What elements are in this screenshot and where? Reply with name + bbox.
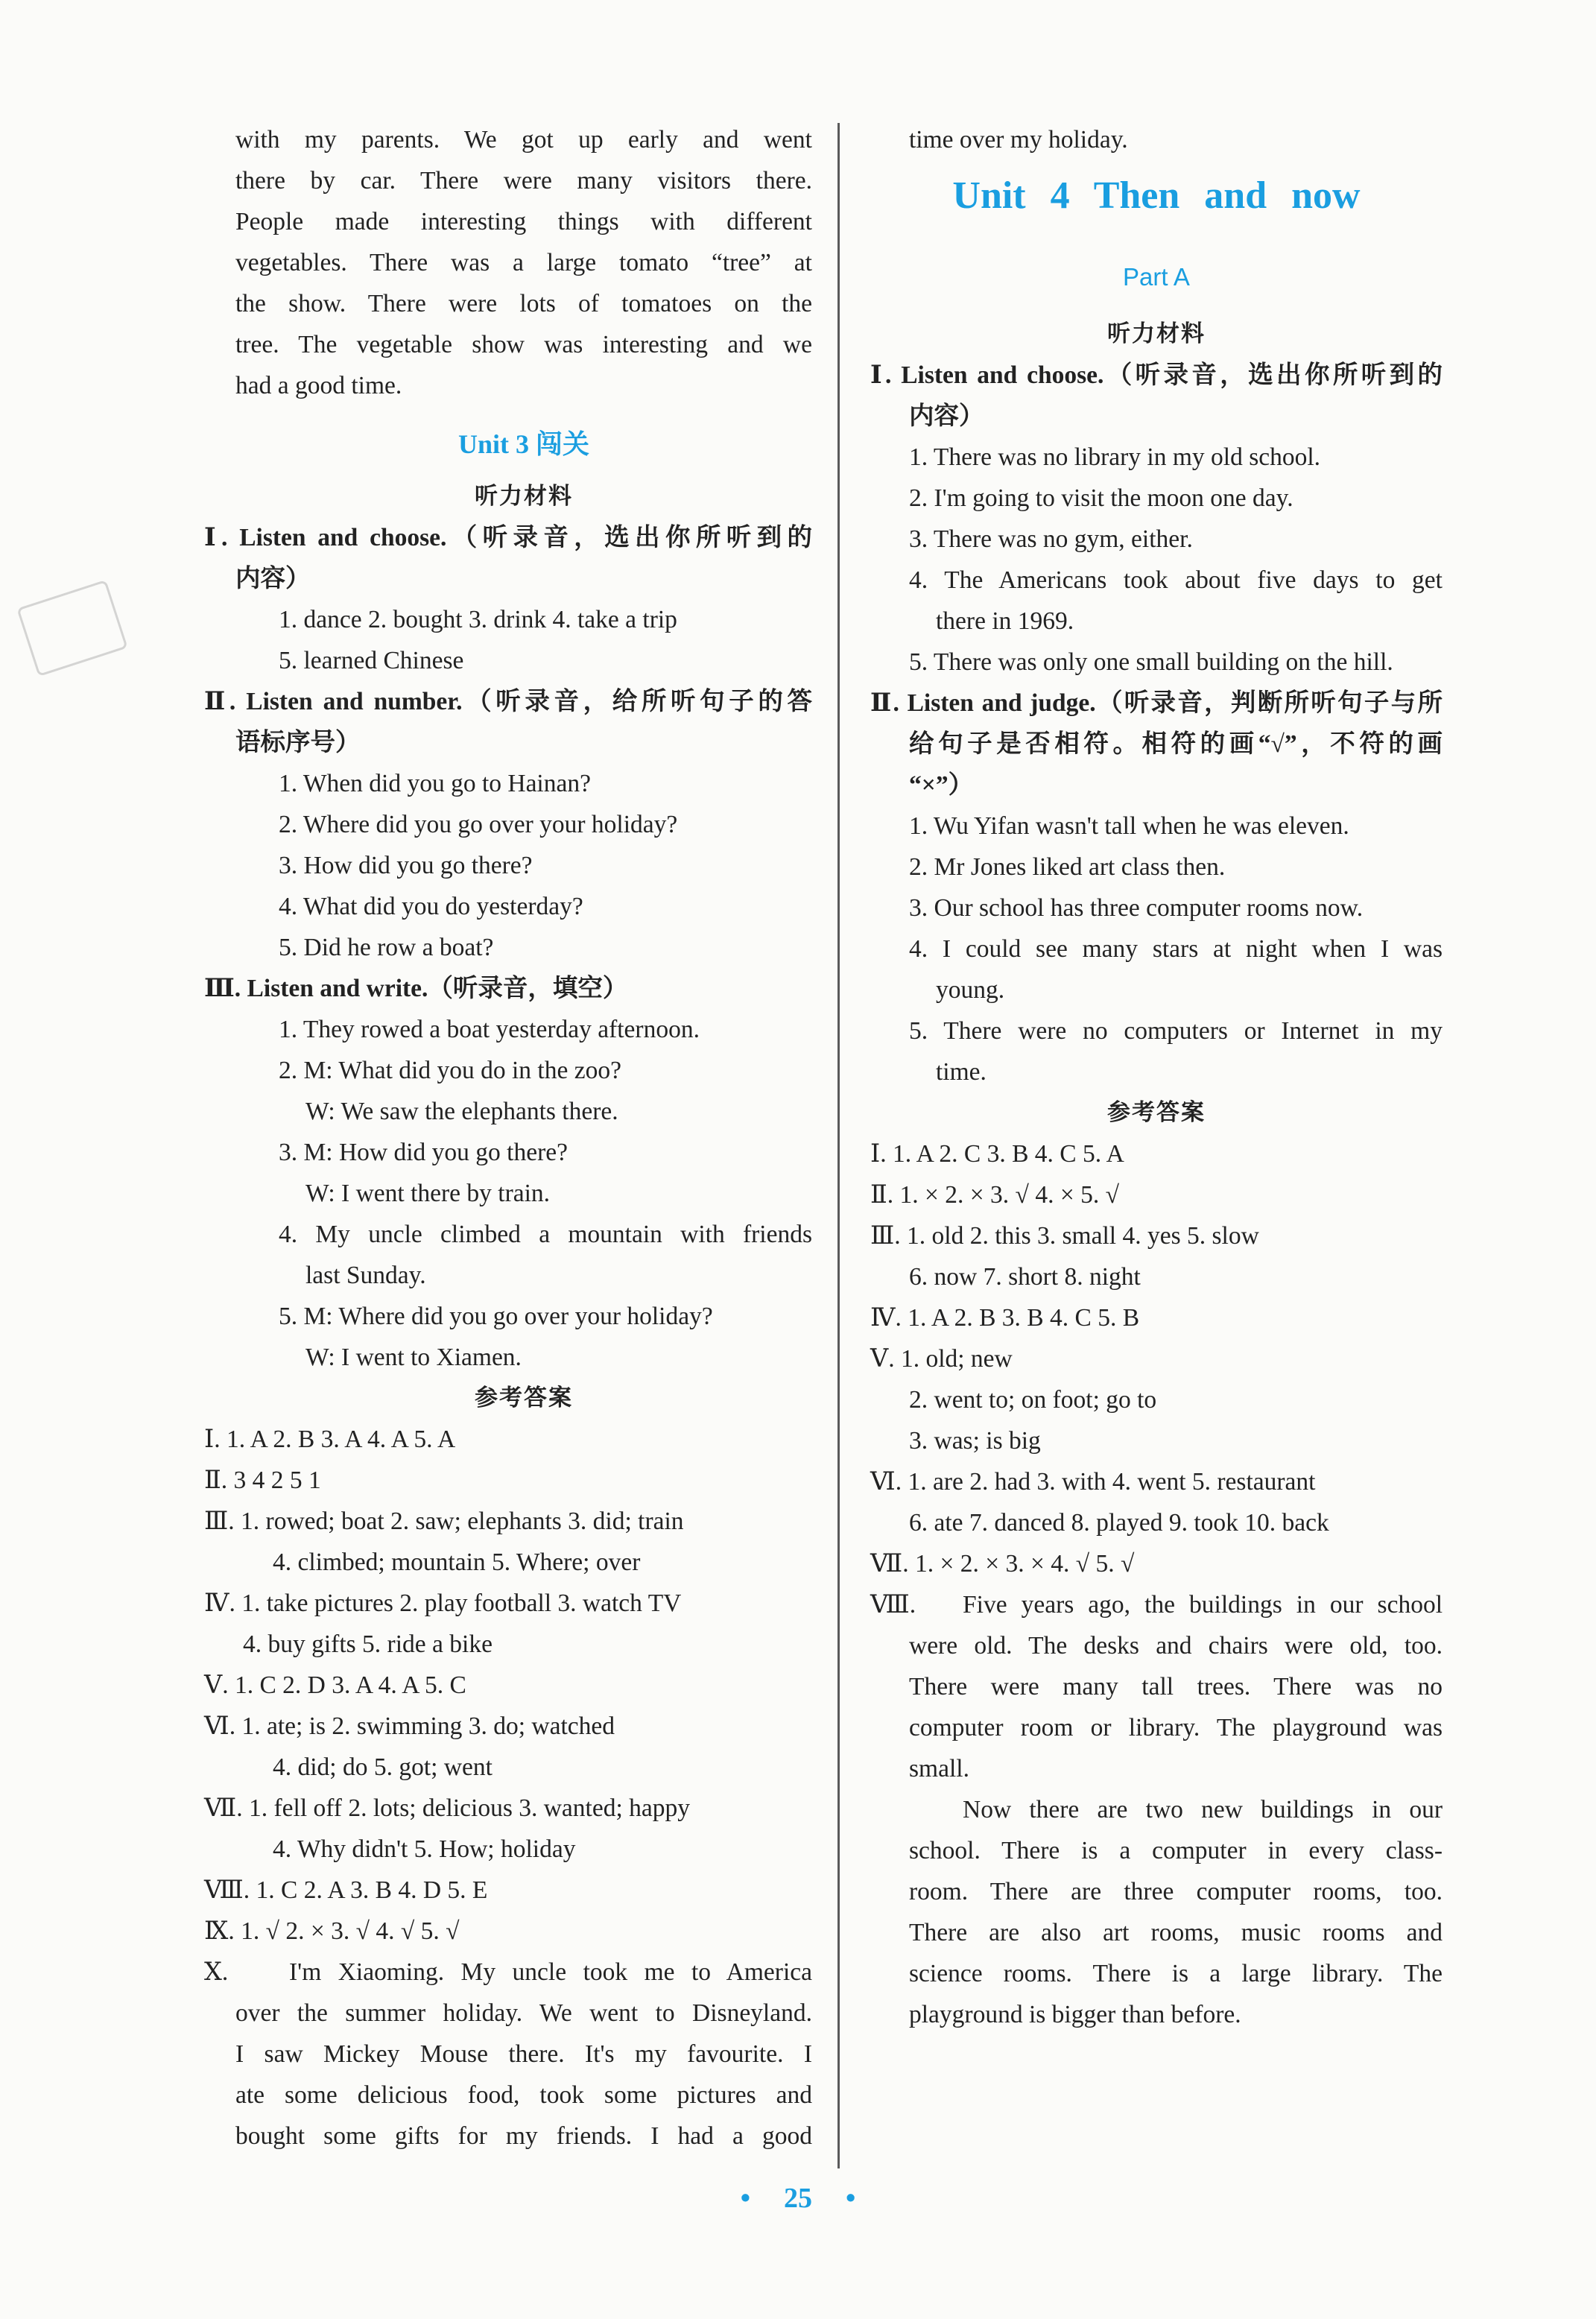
essay-line: There are also art rooms, music rooms and <box>909 1919 1443 1946</box>
list-item: 1. When did you go to Hainan? <box>279 770 591 797</box>
answers-heading: 参考答案 <box>475 1385 573 1411</box>
answer-line: Ⅴ. 1. old; new <box>870 1345 1013 1373</box>
answer-line: 4. climbed; mountain 5. Where; over <box>273 1548 641 1576</box>
section-title: Ⅰ. Listen and choose.（听录音，选出你所听到的 <box>204 524 812 551</box>
answer-line: Ⅴ. 1. C 2. D 3. A 4. A 5. C <box>204 1671 466 1699</box>
list-item: 2. Where did you go over your holiday? <box>279 811 678 838</box>
section-title: 给句子是否相符。相符的画“√”，不符的画 <box>909 730 1443 758</box>
list-item: W: I went to Xiamen. <box>305 1344 522 1371</box>
part-title: Part A <box>1123 263 1190 291</box>
answer-line: Ⅱ. 3 4 2 5 1 <box>204 1467 321 1494</box>
list-item: 4. The Americans took about five days to get <box>909 566 1443 594</box>
essay-text: Five years ago, the buildings in our school <box>963 1591 1443 1619</box>
section-title: Ⅱ. Listen and judge.（听录音，判断所听句子与所 <box>870 689 1443 717</box>
essay-line: small. <box>909 1755 969 1782</box>
section-title: 内容） <box>909 402 984 430</box>
section-title: Ⅲ. Listen and write.（听录音，填空） <box>204 975 628 1002</box>
list-item: 5. M: Where did you go over your holiday? <box>279 1303 713 1330</box>
text-line: People made interesting things with different <box>235 208 812 235</box>
page-dot-right: • <box>846 2183 856 2214</box>
answer-line: Ⅳ. 1. take pictures 2. play football 3. watch TV <box>204 1589 682 1617</box>
essay-line: playground is bigger than before. <box>909 2001 1241 2028</box>
answer-line: Ⅲ. 1. old 2. this 3. small 4. yes 5. slow <box>870 1222 1259 1250</box>
list-item: W: I went there by train. <box>305 1180 551 1207</box>
answer-line: 3. was; is big <box>909 1427 1041 1455</box>
list-item: W: We saw the elephants there. <box>305 1098 618 1125</box>
essay-line: science rooms. There is a large library. The <box>909 1960 1443 1987</box>
essay-line: were old. The desks and chairs were old, too. <box>909 1632 1443 1660</box>
answer-line: Ⅰ. 1. A 2. B 3. A 4. A 5. A <box>204 1426 456 1453</box>
left-column <box>204 119 812 2157</box>
essay-line: Now there are two new buildings in our <box>963 1796 1443 1823</box>
essay-line: bought some gifts for my friends. I had a good <box>235 2122 812 2150</box>
answer-line: Ⅳ. 1. A 2. B 3. B 4. C 5. B <box>870 1304 1140 1332</box>
answer-line: 6. ate 7. danced 8. played 9. took 10. back <box>909 1509 1329 1537</box>
list-item: 2. Mr Jones liked art class then. <box>909 853 1226 881</box>
answer-line: 4. buy gifts 5. ride a bike <box>243 1630 493 1658</box>
answer-line: Ⅷ. 1. C 2. A 3. B 4. D 5. E <box>204 1876 488 1904</box>
list-item: 5. Did he row a boat? <box>279 934 494 961</box>
unit4-title: Unit 4 Then and now <box>952 174 1361 217</box>
list-item: 1. Wu Yifan wasn't tall when he was eleven. <box>909 812 1349 840</box>
text-line: had a good time. <box>235 372 402 399</box>
list-item: 5. There were no computers or Internet in my <box>909 1017 1443 1045</box>
text-line: tree. The vegetable show was interesting and we <box>235 331 812 358</box>
listening-heading: 听力材料 <box>1107 320 1206 347</box>
list-item: 3. Our school has three computer rooms now. <box>909 894 1364 922</box>
answer-line: 4. did; do 5. got; went <box>273 1753 493 1781</box>
unit3-title: Unit 3 闯关 <box>457 429 589 459</box>
essay-first-line <box>870 1584 1443 1625</box>
list-item: 2. M: What did you do in the zoo? <box>279 1057 621 1084</box>
essay-line: I saw Mickey Mouse there. It's my favourite. I <box>235 2040 812 2068</box>
page-number <box>0 2182 1596 2215</box>
text-line: the show. There were lots of tomatoes on the <box>235 290 812 317</box>
essay-line: room. There are three computer rooms, too. <box>909 1878 1443 1905</box>
answer-line: Ⅶ. 1. fell off 2. lots; delicious 3. wanted; happy <box>204 1794 691 1822</box>
list-item: 5. learned Chinese <box>279 647 464 674</box>
text-line: with my parents. We got up early and went <box>235 126 812 154</box>
answer-line: 4. Why didn't 5. How; holiday <box>273 1835 576 1863</box>
answers-heading: 参考答案 <box>1107 1099 1206 1126</box>
essay-text: I'm Xiaoming. My uncle took me to America <box>289 1958 812 1986</box>
section-title: Ⅱ. Listen and number.（听录音，给所听句子的答 <box>204 688 812 715</box>
list-item: 3. How did you go there? <box>279 852 533 879</box>
page-dot-left: • <box>740 2183 750 2214</box>
section-label: Ⅹ. <box>204 1958 229 1986</box>
section-label: Ⅷ. <box>870 1591 916 1619</box>
essay-line: ate some delicious food, took some pictures and <box>235 2081 812 2109</box>
answer-line: Ⅵ. 1. ate; is 2. swimming 3. do; watched <box>204 1712 615 1740</box>
answer-line: 2. went to; on foot; go to <box>909 1386 1157 1414</box>
answer-line: Ⅶ. 1. × 2. × 3. × 4. √ 5. √ <box>870 1550 1135 1578</box>
section-title: 语标序号） <box>235 729 361 756</box>
right-column <box>870 119 1443 2035</box>
list-item: 1. They rowed a boat yesterday afternoon. <box>279 1016 700 1043</box>
essay-first-line <box>204 1952 812 1993</box>
list-item: 4. My uncle climbed a mountain with friends <box>279 1221 812 1248</box>
answer-line: Ⅰ. 1. A 2. C 3. B 4. C 5. A <box>870 1140 1124 1168</box>
list-item: young. <box>936 976 1005 1004</box>
answer-line: Ⅲ. 1. rowed; boat 2. saw; elephants 3. did; train <box>204 1507 684 1535</box>
list-item: 3. M: How did you go there? <box>279 1139 568 1166</box>
text-line: time over my holiday. <box>909 126 1128 154</box>
answer-line: Ⅸ. 1. √ 2. × 3. √ 4. √ 5. √ <box>204 1917 460 1945</box>
list-item: 1. dance 2. bought 3. drink 4. take a trip <box>279 606 677 633</box>
list-item: last Sunday. <box>305 1262 426 1289</box>
answer-line: 6. now 7. short 8. night <box>909 1263 1141 1291</box>
list-item: 1. There was no library in my old school. <box>909 443 1321 471</box>
essay-line: computer room or library. The playground was <box>909 1714 1443 1741</box>
answer-line: Ⅵ. 1. are 2. had 3. with 4. went 5. restaurant <box>870 1468 1316 1496</box>
watermark-stamp <box>16 580 127 677</box>
text-line: vegetables. There was a large tomato “tree” at <box>235 249 812 276</box>
list-item: 4. What did you do yesterday? <box>279 893 583 920</box>
essay-line: There were many tall trees. There was no <box>909 1673 1443 1701</box>
section-title: “×”） <box>909 771 974 799</box>
answer-line: Ⅱ. 1. × 2. × 3. √ 4. × 5. √ <box>870 1181 1119 1209</box>
text-line: there by car. There were many visitors there. <box>235 167 812 194</box>
list-item: 4. I could see many stars at night when I was <box>909 935 1443 963</box>
section-title: 内容） <box>235 565 311 592</box>
column-divider <box>837 123 840 2168</box>
essay-line: school. There is a computer in every class- <box>909 1837 1443 1864</box>
page-number-text: 25 <box>784 2183 812 2214</box>
list-item: 5. There was only one small building on the hill. <box>909 648 1393 676</box>
list-item: 3. There was no gym, either. <box>909 525 1193 553</box>
list-item: there in 1969. <box>936 607 1074 635</box>
list-item: time. <box>936 1058 987 1086</box>
listening-heading: 听力材料 <box>475 483 573 510</box>
section-title: Ⅰ. Listen and choose.（听录音，选出你所听到的 <box>870 361 1443 389</box>
essay-line: over the summer holiday. We went to Disneyland. <box>235 1999 812 2027</box>
list-item: 2. I'm going to visit the moon one day. <box>909 484 1293 512</box>
